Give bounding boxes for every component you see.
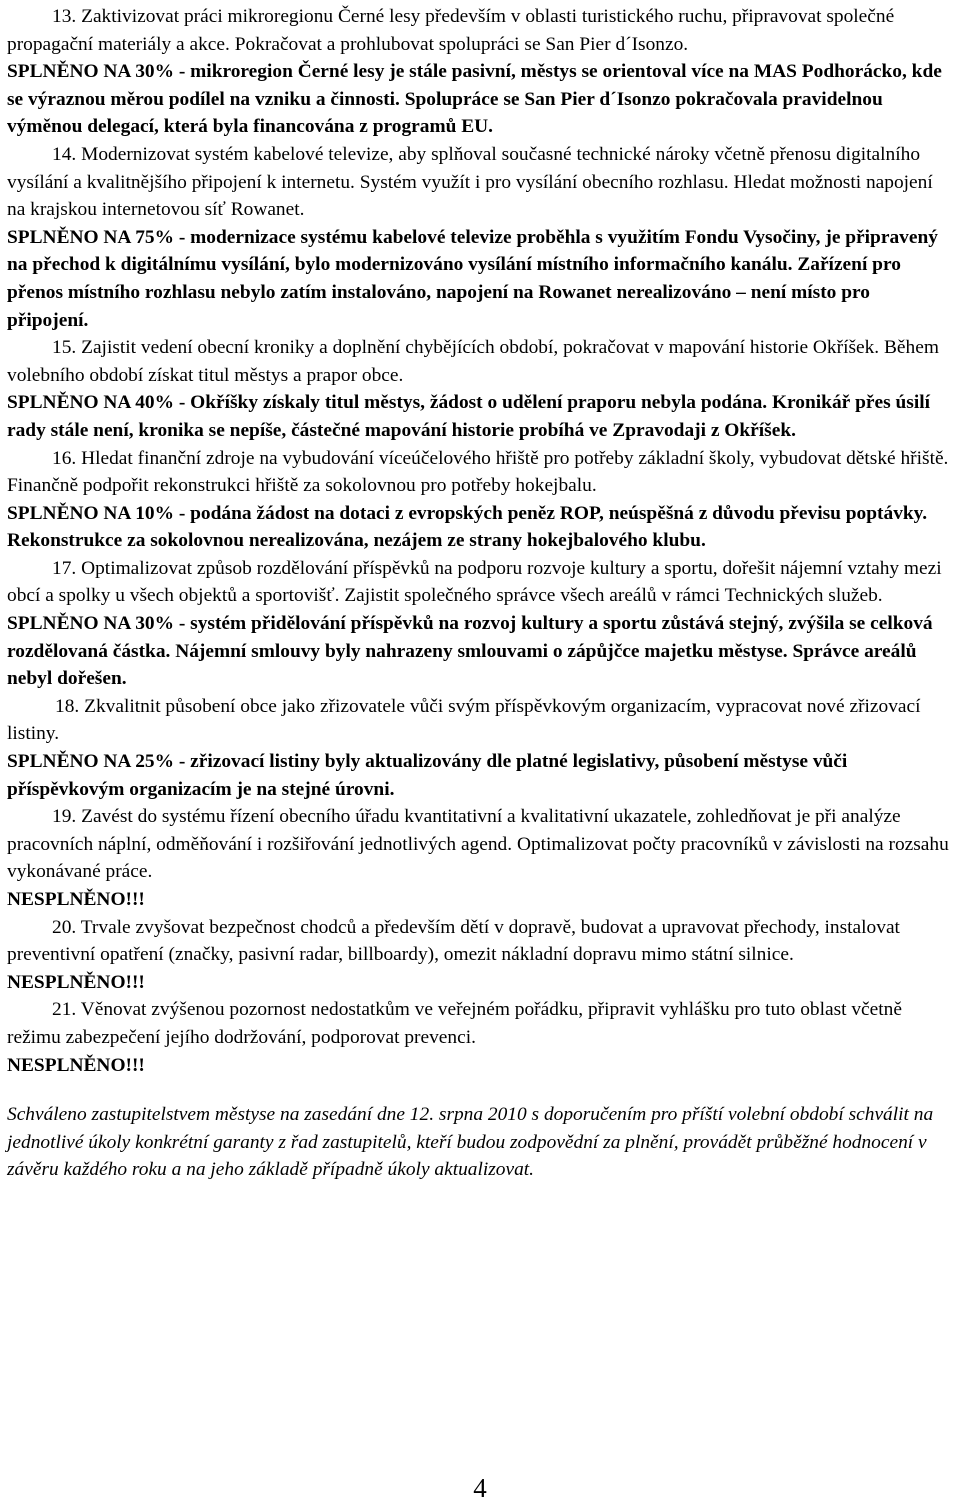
task-number: 15. xyxy=(52,337,77,359)
task-number: 16. xyxy=(52,447,77,469)
status-13: SPLNĚNO NA 30% - mikroregion Černé lesy je stále pasivní, městys se orientoval více na MAS Podhorácko, kde se výraznou měrou podílel na vzniku a činnosti. Spolupráce se San Pier d´Isonzo pokračovala pravidelnou výměnou delegací, která byla financována z programů EU. xyxy=(7,61,942,138)
task-number: 14. xyxy=(52,143,77,165)
task-number: 20. xyxy=(52,916,77,938)
task-17 xyxy=(7,555,955,610)
task-text: Zajistit vedení obecní kroniky a doplnění chybějících období, pokračovat v mapování historie Okříšek. Během volebního období získat titul městys a prapor obce. xyxy=(7,337,939,386)
task-number: 21. xyxy=(52,999,77,1021)
task-15 xyxy=(7,334,955,389)
task-number: 17. xyxy=(52,557,77,579)
status-16: SPLNĚNO NA 10% - podána žádost na dotaci z evropských peněz ROP, neúspěšná z důvodu převisu poptávky. Rekonstrukce za sokolovnou nerealizována, nezájem ze strany hokejbalového klubu. xyxy=(7,502,928,552)
status-21: NESPLNĚNO!!! xyxy=(7,1054,145,1076)
task-21 xyxy=(7,996,955,1051)
task-number: 18. xyxy=(55,695,80,717)
status-14: SPLNĚNO NA 75% - modernizace systému kabelové televize proběhla s využitím Fondu Vysočiny, je připravený na přechod k digitálnímu vysílání, bylo modernizováno vysílání místního informačního kanálu. Zařízení pro přenos místního rozhlasu nebylo zatím instalováno, napojení na Rowanet nerealizováno – není místo pro připojení. xyxy=(7,226,938,331)
status-15: SPLNĚNO NA 40% - Okříšky získaly titul městys, žádost o udělení praporu nebyla podána. Kronikář přes úsilí rady stále není, kronika se nepíše, částečné mapování historie probíhá ve Zpravodaji z Okříšek. xyxy=(7,392,930,441)
task-13 xyxy=(7,3,955,58)
task-number: 13. xyxy=(52,6,77,27)
task-text: Zaktivizovat práci mikroregionu Černé lesy především v oblasti turistického ruchu, připravovat společné propagační materiály a akce. Pokračovat a prohlubovat spolupráci se San Pier d´Isonzo. xyxy=(7,6,895,55)
document-page xyxy=(7,3,955,1184)
status-17: SPLNĚNO NA 30% - systém přidělování příspěvků na rozvoj kultury a sportu zůstává stejný, zvýšila se celková rozdělovaná částka. Nájemní smlouvy byly nahrazeny smlouvami o zápůjčce majetku městyse. Správce areálů nebyl dořešen. xyxy=(7,613,933,690)
task-text: Trvale zvyšovat bezpečnost chodců a především dětí v dopravě, budovat a upravovat přechody, instalovat preventivní opatření (značky, pasivní radar, billboardy), omezit nákladní dopravu mimo státní silnice. xyxy=(7,916,900,966)
page-number: 4 xyxy=(473,1473,487,1503)
status-20: NESPLNĚNO!!! xyxy=(7,971,145,993)
task-16 xyxy=(7,445,955,500)
task-14 xyxy=(7,141,955,224)
task-text: Hledat finanční zdroje na vybudování víceúčelového hřiště pro potřeby základní školy, vybudovat dětské hřiště. Finančně podpořit rekonstrukci hřiště za sokolovnou pro potřeby hokejbalu. xyxy=(7,447,949,497)
task-number: 19. xyxy=(52,806,77,828)
approval-note: Schváleno zastupitelstvem městyse na zasedání dne 12. srpna 2010 s doporučením pro příští volební období schválit na jednotlivé úkoly konkrétní garanty z řad zastupitelů, kteří budou zodpovědní za plnění, provádět průběžné hodnocení v závěru každého roku a na jeho základě případně úkoly aktualizovat. xyxy=(7,1104,934,1181)
status-18: SPLNĚNO NA 25% - zřizovací listiny byly aktualizovány dle platné legislativy, působení městyse vůči příspěvkovým organizacím je na stejné úrovni. xyxy=(7,751,848,800)
task-18 xyxy=(7,693,955,748)
task-text: Zkvalitnit působení obce jako zřizovatele vůči svým příspěvkovým organizacím, vypracovat nové zřizovací listiny. xyxy=(7,695,921,745)
task-text: Věnovat zvýšenou pozornost nedostatkům ve veřejném pořádku, připravit vyhlášku pro tuto oblast včetně režimu zabezpečení jejího dodržování, podporovat prevenci. xyxy=(7,999,902,1048)
task-20 xyxy=(7,914,955,969)
status-19: NESPLNĚNO!!! xyxy=(7,889,145,910)
task-text: Modernizovat systém kabelové televize, aby splňoval současné technické nároky včetně přenosu digitalního vysílání a kvalitnějšího připojení k internetu. Systém využít i pro vysílání obecního rozhlasu. Hledat možnosti napojení na krajskou internetovou síť Rowanet. xyxy=(7,143,933,221)
task-text: Zavést do systému řízení obecního úřadu kvantitativní a kvalitativní ukazatele, zohledňovat je při analýze pracovních náplní, odměňování i rozšiřování jednotlivých agend. Optimalizovat počty pracovníků v závislosti na rozsahu vykonávané práce. xyxy=(7,806,949,883)
task-text: Optimalizovat způsob rozdělování příspěvků na podporu rozvoje kultury a sportu, dořešit nájemní vztahy mezi obcí a spolky u všech objektů a sportovišť. Zajistit společného správce všech areálů v rámci Technických služeb. xyxy=(7,557,942,607)
task-19 xyxy=(7,803,955,886)
